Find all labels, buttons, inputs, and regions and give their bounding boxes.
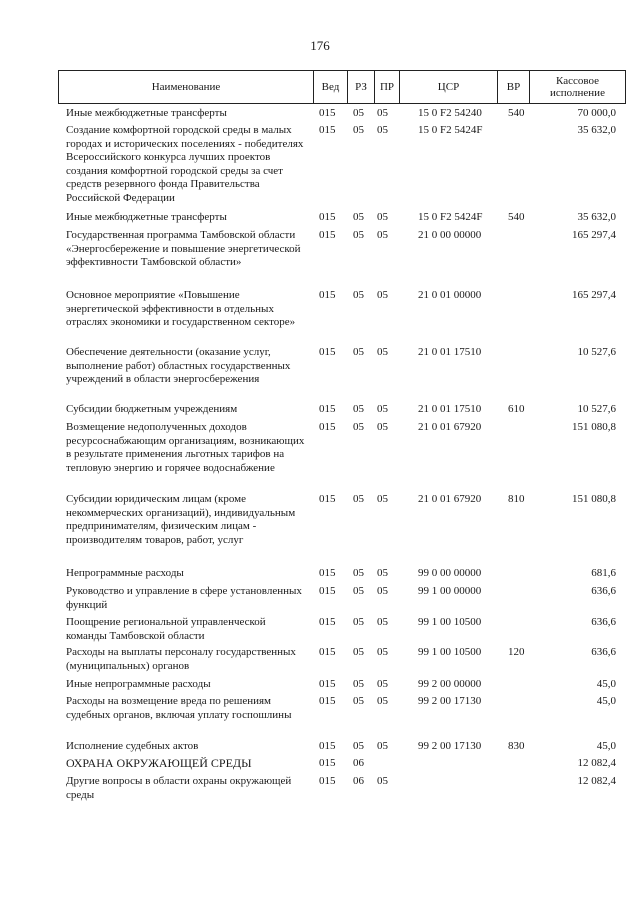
row-rz: 05: [353, 229, 364, 241]
row-amount: 45,0: [596, 678, 616, 690]
row-ved: 015: [319, 211, 336, 223]
row-amount: 681,6: [591, 567, 616, 579]
table-row: [0, 493, 640, 567]
row-name: Исполнение судебных актов: [66, 740, 199, 752]
row-csr: 99 1 00 10500: [418, 646, 482, 658]
row-name: Расходы на возмещение вреда по решениям судебных органов, включая уплату госпошлины: [66, 695, 292, 721]
row-name: Иные межбюджетные трансферты: [66, 107, 227, 119]
row-ved: 015: [319, 678, 336, 690]
row-vr: 810: [508, 493, 525, 505]
table-body: [0, 107, 640, 805]
row-amount: 12 082,4: [577, 775, 616, 787]
table-row: [0, 585, 640, 616]
row-ved: 015: [319, 567, 336, 579]
row-ved: 015: [319, 346, 336, 358]
header-csr: ЦСР: [399, 71, 497, 103]
row-amount: 45,0: [596, 740, 616, 752]
row-ved: 015: [319, 616, 336, 628]
row-amount: 45,0: [596, 695, 616, 707]
header-amount-line2: исполнение: [550, 87, 605, 99]
row-vr: 830: [508, 740, 525, 752]
row-pr: 05: [377, 289, 388, 301]
row-csr: 99 2 00 17130: [418, 695, 482, 707]
row-amount: 70 000,0: [577, 107, 616, 119]
row-name: Непрограммные расходы: [66, 567, 184, 579]
row-name: Другие вопросы в области охраны окружающей среды: [66, 775, 292, 801]
table-row: [0, 229, 640, 289]
row-amount: 10 527,6: [577, 346, 616, 358]
row-ved: 015: [319, 403, 336, 415]
row-rz: 05: [353, 678, 364, 690]
row-csr: 21 0 01 67920: [418, 493, 482, 505]
row-ved: 015: [319, 585, 336, 597]
row-csr: 99 1 00 10500: [418, 616, 482, 628]
table-row: [0, 289, 640, 346]
table-row: [0, 346, 640, 403]
row-rz: 05: [353, 124, 364, 136]
row-pr: 05: [377, 695, 388, 707]
row-amount: 12 082,4: [577, 757, 616, 769]
row-rz: 05: [353, 211, 364, 223]
row-pr: 05: [377, 346, 388, 358]
row-name: Обеспечение деятельности (оказание услуг, выполнение работ) областных государственных учреждений в области энергосбережения: [66, 346, 291, 386]
row-ved: 015: [319, 740, 336, 752]
row-csr: 15 0 F2 5424F: [418, 124, 483, 136]
row-ved: 015: [319, 493, 336, 505]
row-name: Возмещение недополученных доходов ресурсоснабжающим организациям, возникающих в результате применения льготных тарифов на тепловую энергию и горячее водоснабжение: [66, 421, 305, 474]
row-amount: 10 527,6: [577, 403, 616, 415]
table-row: [0, 403, 640, 421]
table-row: [0, 567, 640, 585]
row-ved: 015: [319, 124, 336, 136]
header-rz: РЗ: [347, 71, 374, 103]
table-row: [0, 740, 640, 757]
row-amount: 151 080,8: [572, 493, 616, 505]
row-rz: 05: [353, 567, 364, 579]
row-csr: 21 0 00 00000: [418, 229, 482, 241]
row-pr: 05: [377, 229, 388, 241]
row-csr: 15 0 F2 54240: [418, 107, 482, 119]
row-pr: 05: [377, 107, 388, 119]
row-amount: 636,6: [591, 585, 616, 597]
table-row: [0, 775, 640, 805]
row-ved: 015: [319, 646, 336, 658]
header-amount-line1: Кассовое: [556, 75, 599, 87]
row-rz: 05: [353, 740, 364, 752]
table-row: [0, 695, 640, 740]
row-amount: 165 297,4: [572, 289, 616, 301]
row-amount: 636,6: [591, 616, 616, 628]
row-rz: 05: [353, 421, 364, 433]
row-csr: 99 1 00 00000: [418, 585, 482, 597]
row-pr: 05: [377, 211, 388, 223]
row-name: Поощрение региональной управленческой команды Тамбовской области: [66, 616, 266, 642]
page-number: 176: [310, 38, 330, 53]
row-rz: 06: [353, 757, 364, 769]
row-pr: 05: [377, 567, 388, 579]
row-pr: 05: [377, 421, 388, 433]
table-row: [0, 421, 640, 493]
row-csr: 21 0 01 17510: [418, 346, 482, 358]
row-vr: 540: [508, 107, 525, 119]
row-name: Создание комфортной городской среды в малых городах и исторических поселениях - победителях Всероссийского конкурса лучших проектов создания комфортной городской среды за счет средств резервного фонда Правительства Российской Федерации: [66, 124, 304, 204]
row-csr: 99 2 00 00000: [418, 678, 482, 690]
table-row: [0, 124, 640, 211]
row-name: Расходы на выплаты персоналу государственных (муниципальных) органов: [66, 646, 296, 672]
row-rz: 05: [353, 646, 364, 658]
row-ved: 015: [319, 107, 336, 119]
row-ved: 015: [319, 229, 336, 241]
row-name: Руководство и управление в сфере установленных функций: [66, 585, 302, 611]
row-amount: 35 632,0: [577, 211, 616, 223]
row-name: Иные непрограммные расходы: [66, 678, 211, 690]
row-ved: 015: [319, 421, 336, 433]
row-name: ОХРАНА ОКРУЖАЮЩЕЙ СРЕДЫ: [66, 756, 252, 770]
row-pr: 05: [377, 124, 388, 136]
row-pr: 05: [377, 646, 388, 658]
table-row: [0, 616, 640, 646]
header-name: Наименование: [151, 81, 221, 93]
row-ved: 015: [319, 757, 336, 769]
table-row: [0, 211, 640, 229]
table-row: [0, 678, 640, 695]
row-rz: 05: [353, 695, 364, 707]
row-csr: 21 0 01 17510: [418, 403, 482, 415]
row-amount: 165 297,4: [572, 229, 616, 241]
table-header: [58, 70, 626, 104]
row-csr: 15 0 F2 5424F: [418, 211, 483, 223]
row-pr: 05: [377, 775, 388, 787]
table-row: [0, 646, 640, 678]
row-pr: 05: [377, 585, 388, 597]
row-name: Основное мероприятие «Повышение энергетической эффективности в отдельных отраслях экономики и государственном секторе»: [66, 289, 296, 329]
row-rz: 05: [353, 585, 364, 597]
row-pr: 05: [377, 678, 388, 690]
row-rz: 05: [353, 403, 364, 415]
row-ved: 015: [319, 695, 336, 707]
row-vr: 540: [508, 211, 525, 223]
row-pr: 05: [377, 493, 388, 505]
row-rz: 06: [353, 775, 364, 787]
row-pr: 05: [377, 740, 388, 752]
row-amount: 636,6: [591, 646, 616, 658]
row-name: Субсидии юридическим лицам (кроме некоммерческих организаций), индивидуальным предпринимателям, физическим лицам - производителям товаров, работ, услуг: [66, 493, 296, 546]
table-row: [0, 107, 640, 124]
header-pr: ПР: [374, 71, 399, 103]
row-rz: 05: [353, 107, 364, 119]
row-amount: 151 080,8: [572, 421, 616, 433]
row-vr: 120: [508, 646, 525, 658]
header-vr: ВР: [497, 71, 529, 103]
row-rz: 05: [353, 289, 364, 301]
row-pr: 05: [377, 616, 388, 628]
row-name: Субсидии бюджетным учреждениям: [66, 403, 238, 415]
row-ved: 015: [319, 775, 336, 787]
table-row: [0, 757, 640, 775]
row-csr: 99 2 00 17130: [418, 740, 482, 752]
row-name: Государственная программа Тамбовской области «Энергосбережение и повышение энергетической эффективности Тамбовской области»: [66, 229, 301, 269]
header-ved: Вед: [313, 71, 347, 103]
row-csr: 21 0 01 00000: [418, 289, 482, 301]
row-rz: 05: [353, 616, 364, 628]
row-rz: 05: [353, 493, 364, 505]
row-amount: 35 632,0: [577, 124, 616, 136]
row-rz: 05: [353, 346, 364, 358]
row-csr: 21 0 01 67920: [418, 421, 482, 433]
header-amount: [529, 71, 625, 103]
row-name: Иные межбюджетные трансферты: [66, 211, 227, 223]
row-csr: 99 0 00 00000: [418, 567, 482, 579]
row-vr: 610: [508, 403, 525, 415]
row-ved: 015: [319, 289, 336, 301]
row-pr: 05: [377, 403, 388, 415]
